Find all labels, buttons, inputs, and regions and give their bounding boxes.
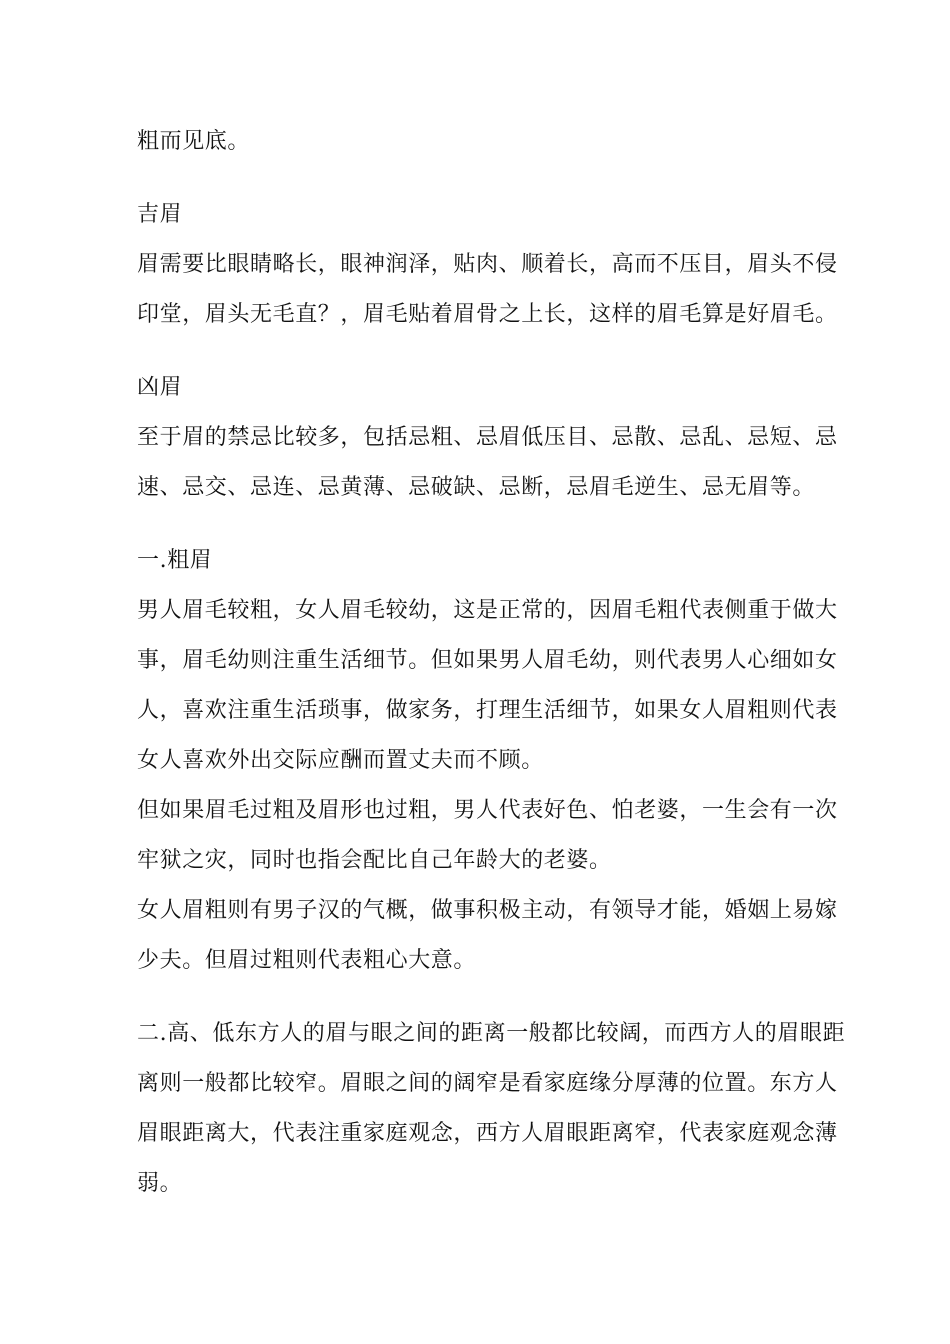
- text-line: 弱。: [137, 1171, 183, 1196]
- text-line: 男人眉毛较粗，女人眉毛较幼，这是正常的，因眉毛粗代表侧重于做大: [137, 598, 838, 623]
- text-line: 事，眉毛幼则注重生活细节。但如果男人眉毛幼，则代表男人心细如女: [137, 648, 838, 673]
- text-line: 速、忌交、忌连、忌黄薄、忌破缺、忌断，忌眉毛逆生、忌无眉等。: [137, 475, 816, 500]
- text-line: 牢狱之灾，同时也指会配比自己年龄大的老婆。: [137, 848, 612, 873]
- text-line: 女人喜欢外出交际应酬而置丈夫而不顾。: [137, 748, 544, 773]
- section-heading-thick-brow: 一.粗眉: [137, 548, 213, 573]
- section-heading-bad-brow: 凶眉: [137, 375, 183, 400]
- section-heading-good-brow: 吉眉: [137, 202, 183, 227]
- text-line: 眉需要比眼睛略长，眼神润泽，贴肉、顺着长，高而不压目，眉头不侵: [137, 252, 838, 277]
- text-line: 离则一般都比较窄。眉眼之间的阔窄是看家庭缘分厚薄的位置。东方人: [137, 1071, 838, 1096]
- paragraph-ending-line: 粗而见底。: [137, 129, 251, 154]
- text-line: 至于眉的禁忌比较多，包括忌粗、忌眉低压目、忌散、忌乱、忌短、忌: [137, 425, 838, 450]
- text-line: 但如果眉毛过粗及眉形也过粗，男人代表好色、怕老婆，一生会有一次: [137, 798, 838, 823]
- text-line: 眉眼距离大，代表注重家庭观念，西方人眉眼距离窄，代表家庭观念薄: [137, 1121, 838, 1146]
- section-heading-high-low: 二.高、低东方人的眉与眼之间的距离一般都比较阔，而西方人的眉眼距: [137, 1021, 846, 1046]
- text-line: 少夫。但眉过粗则代表粗心大意。: [137, 948, 477, 973]
- text-line: 印堂，眉头无毛直？，眉毛贴着眉骨之上长，这样的眉毛算是好眉毛。: [137, 302, 838, 327]
- text-line: 人，喜欢注重生活琐事，做家务，打理生活细节，如果女人眉粗则代表: [137, 698, 838, 723]
- text-line: 女人眉粗则有男子汉的气概，做事积极主动，有领导才能，婚姻上易嫁: [137, 898, 838, 923]
